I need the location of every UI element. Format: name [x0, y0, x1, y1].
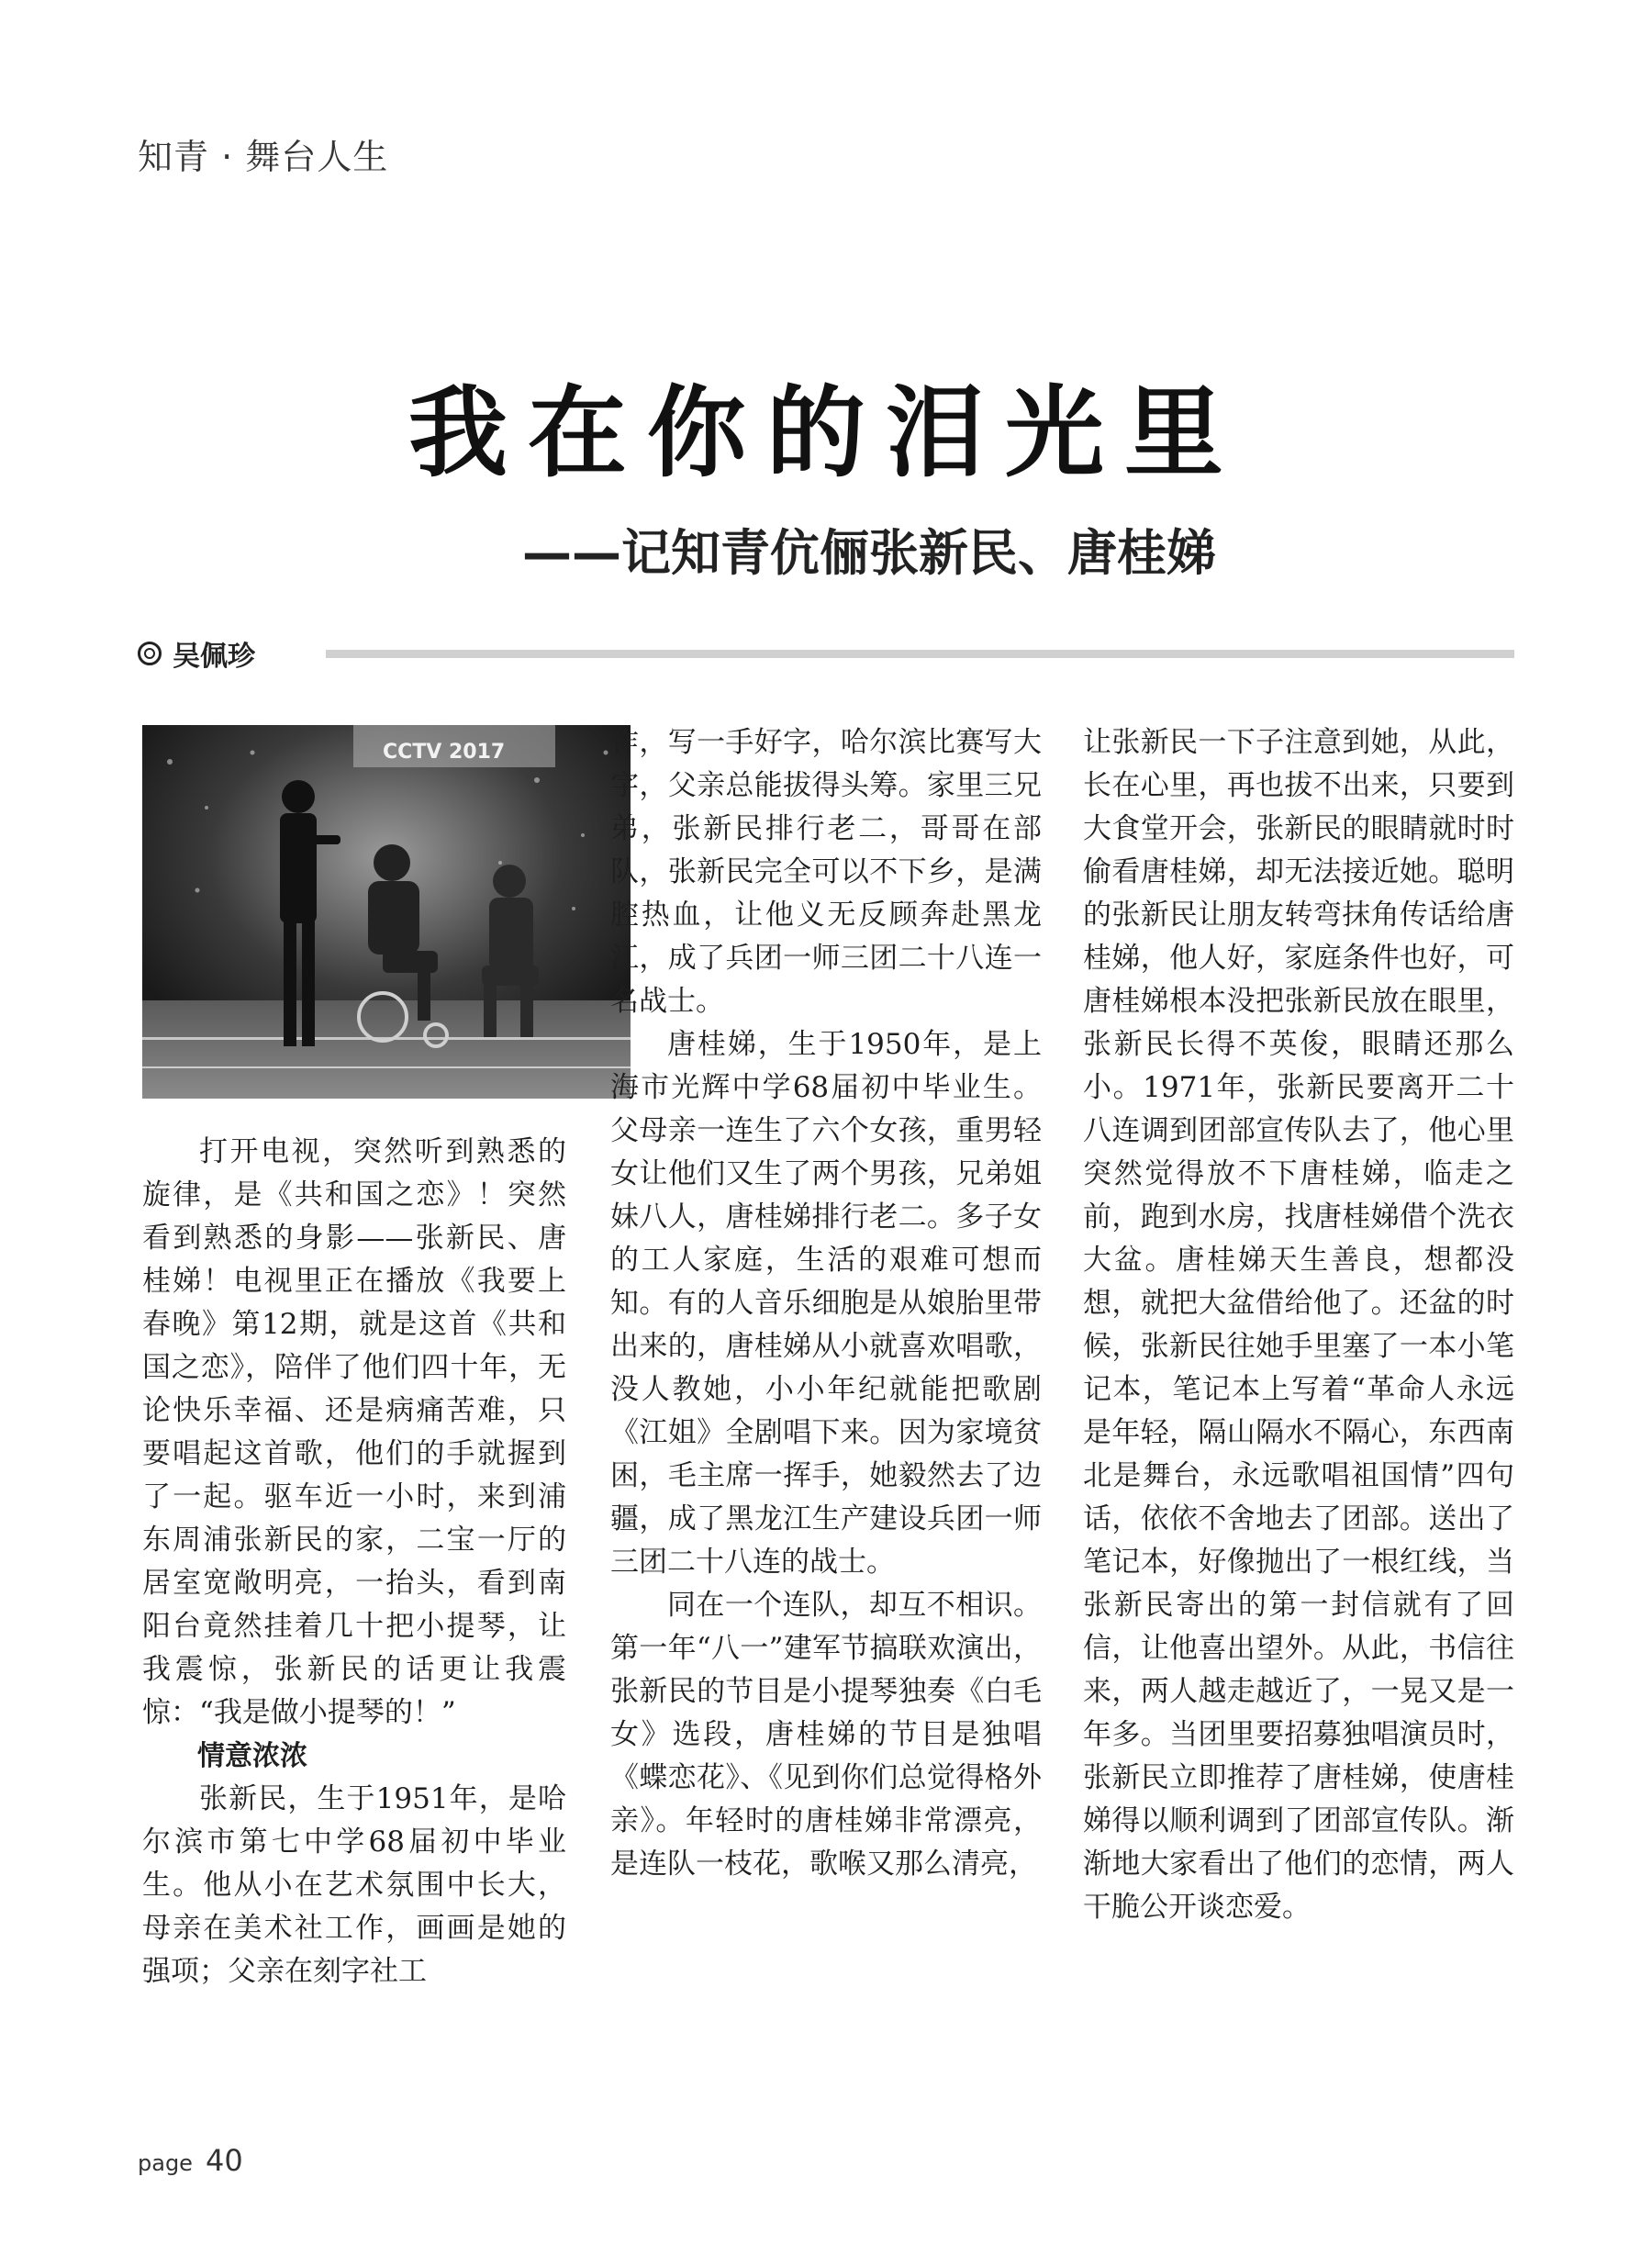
byline-divider: [326, 650, 1514, 658]
byline: [138, 633, 255, 674]
page-footer: [138, 2143, 243, 2178]
author-name: 吴佩珍: [173, 641, 255, 673]
photo-banner-text: CCTV 2017: [383, 741, 506, 764]
body-paragraph: 唐桂娣，生于1950年，是上海市光辉中学68届初中毕业生。父母亲一连生了六个女孩，重男轻女让他们又生了两个男孩，兄弟姐妹八人，唐桂娣排行老二。多子女的工人家庭，生活的艰难可想而知。有的人音乐细胞是从娘胎里带出来的，唐桂娣从小就喜欢唱歌，没人教她，小小年纪就能把歌剧《江姐》全剧唱下来。因为家境贫困，毛主席一挥手，她毅然去了边疆，成了黑龙江生产建设兵团一师三团二十八连的战士。: [610, 1028, 1042, 1579]
body-paragraph: 打开电视，突然听到熟悉的旋律，是《共和国之恋》！突然看到熟悉的身影——张新民、唐桂娣！电视里正在播放《我要上春晚》第12期，就是这首《共和国之恋》，陪伴了他们四十年，无论快乐幸福、还是病痛苦难，只要唱起这首歌，他们的手就握到了一起。驱车近一小时，来到浦东周浦张新民的家，二宝一厅的居室宽敞明亮，一抬头，看到南阳台竟然挂着几十把小提琴，让我震惊，张新民的话更让我震惊：“我是做小提琴的！”: [142, 1135, 566, 1729]
page-number: 40: [205, 2143, 243, 2178]
section-heading: 情意浓浓: [197, 1740, 307, 1772]
body-paragraph: 让张新民一下子注意到她，从此，长在心里，再也拔不出来，只要到大食堂开会，张新民的眼睛就时时偷看唐桂娣，却无法接近她。聪明的张新民让朋友转弯抹角传话给唐桂娣，他人好，家庭条件也好，可唐桂娣根本没把张新民放在眼里，张新民长得不英俊，眼睛还那么小。1971年，张新民要离开二十八连调到团部宣传队去了，他心里突然觉得放不下唐桂娣，临走之前，跑到水房，找唐桂娣借个洗衣大盆。唐桂娣天生善良，想都没想，就把大盆借给他了。还盆的时候，张新民往她手里塞了一本小笔记本，笔记本上写着“革命人永远是年轻，隔山隔水不隔心，东西南北是舞台，永远歌唱祖国情”四句话，依依不舍地去了团部。送出了笔记本，好像抛出了一根红线，当张新民寄出的第一封信就有了回信，让他喜出望外。从此，书信往来，两人越走越近了，一晃又是一年多。当团里要招募独唱演员时，张新民立即推荐了唐桂娣，使唐桂娣得以顺利调到了团部宣传队。渐渐地大家看出了他们的恋情，两人干脆公开谈恋爱。: [1083, 726, 1514, 1924]
article-title: 我在你的泪光里: [407, 376, 1244, 491]
stage-photo-illustration: [142, 725, 631, 1099]
byline-circle-icon: [138, 642, 162, 665]
body-paragraph: 作，写一手好字，哈尔滨比赛写大字，父亲总能拔得头筹。家里三兄弟，张新民排行老二，哥哥在部队，张新民完全可以不下乡，是满腔热血，让他义无反顾奔赴黑龙江，成了兵团一师三团二十八连一名战士。: [610, 726, 1042, 1018]
body-paragraph: 同在一个连队，却互不相识。第一年“八一”建军节搞联欢演出，张新民的节目是小提琴独奏《白毛女》选段，唐桂娣的节目是独唱《蝶恋花》、《见到你们总觉得格外亲》。年轻时的唐桂娣非常漂亮，是连队一枝花，歌喉又那么清亮，: [610, 1589, 1042, 1881]
stage-photo: [142, 725, 631, 1099]
article-column-1: [142, 1131, 566, 1993]
article-column-3: [1083, 721, 1514, 1929]
body-paragraph: 张新民，生于1951年，是哈尔滨市第七中学68届初中毕业生。他从小在艺术氛围中长大，母亲在美术社工作，画画是她的强项；父亲在刻字社工: [142, 1782, 566, 1988]
page-word: page: [138, 2150, 193, 2176]
article-subtitle: ——记知青伉俪张新民、唐桂娣: [522, 524, 1216, 582]
article-column-2: [610, 721, 1042, 1886]
section-label: 知青 · 舞台人生: [138, 137, 389, 177]
